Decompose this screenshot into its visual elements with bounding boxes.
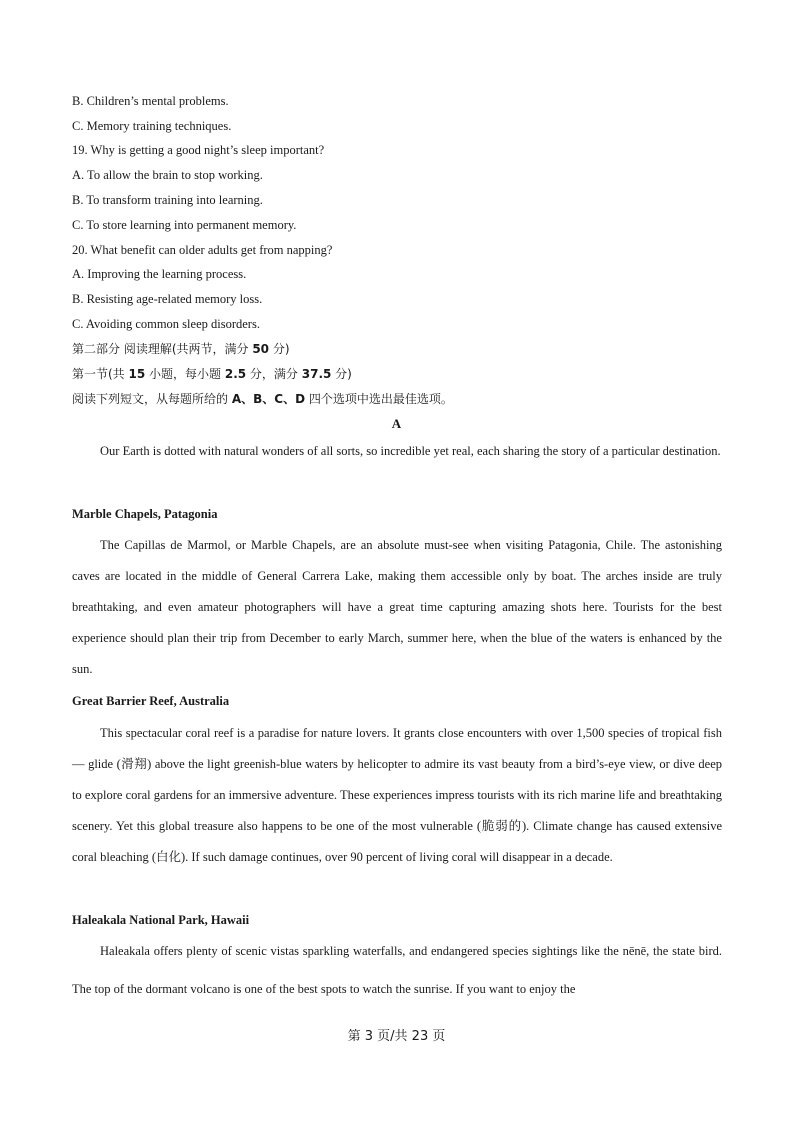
option-line: B. Children’s mental problems. <box>72 94 229 108</box>
question-line: 19. Why is getting a good night’s sleep important? <box>72 143 325 157</box>
option-line: A. To allow the brain to stop working. <box>72 168 263 182</box>
section-heading: 第一节(共 15 小题，每小题 2.5 分，满分 37.5 分) <box>72 367 352 381</box>
passage-subheading: Marble Chapels, Patagonia <box>72 507 218 521</box>
passage-subheading: Great Barrier Reef, Australia <box>72 694 230 708</box>
passage-subheading: Haleakala National Park, Hawaii <box>72 913 250 927</box>
option-line: C. To store learning into permanent memory. <box>72 218 297 232</box>
part-heading: 第二部分 阅读理解(共两节，满分 50 分) <box>72 342 290 356</box>
option-line: A. Improving the learning process. <box>72 267 247 281</box>
option-line: C. Memory training techniques. <box>72 119 232 133</box>
passage-paragraph: Haleakala offers plenty of scenic vistas sparkling waterfalls, and endangered species sightings like the nēnē, the state bird. The top of the dormant volcano is one of the best spots to watch the sunrise. If you want to enjoy the <box>72 944 722 996</box>
option-line: B. To transform training into learning. <box>72 193 263 207</box>
passage-paragraph: The Capillas de Marmol, or Marble Chapels, are an absolute must-see when visiting Patagonia, Chile. The astonishing caves are located in the middle of General Carrera Lake, making them accessible only by boat. The arches inside are truly breathtaking, and even amateur photographers will have a great time capturing amazing shots here. Tourists for the best experience should plan their trip from December to early March, summer here, when the blue of the waters is enhanced by the sun. <box>72 538 722 676</box>
option-line: B. Resisting age-related memory loss. <box>72 292 263 306</box>
passage-paragraph: This spectacular coral reef is a paradise for nature lovers. It grants close encounters with over 1,500 species of tropical fish — glide (滑翔) above the light greenish-blue waters by helicopter to admire its vast beauty from a bird’s-eye view, or dive deep to explore coral gardens for an immersive adventure. These experiences impress tourists with its rich marine life and breathtaking scenery. Yet this global treasure also happens to be one of the most vulnerable (脆弱的). Climate change has caused extensive coral bleaching (白化). If such damage continues, over 90 percent of living coral will disappear in a decade. <box>72 726 722 864</box>
instructions: 阅读下列短文，从每题所给的 A、B、C、D 四个选项中选出最佳选项。 <box>72 392 453 406</box>
passage-label: A <box>391 416 402 431</box>
option-line: C. Avoiding common sleep disorders. <box>72 317 260 331</box>
page-number: 第 3 页/共 23 页 <box>347 1029 446 1044</box>
passage-intro: Our Earth is dotted with natural wonders of all sorts, so incredible yet real, each sharing the story of a particular destination. <box>100 444 721 458</box>
question-line: 20. What benefit can older adults get from napping? <box>72 243 333 257</box>
